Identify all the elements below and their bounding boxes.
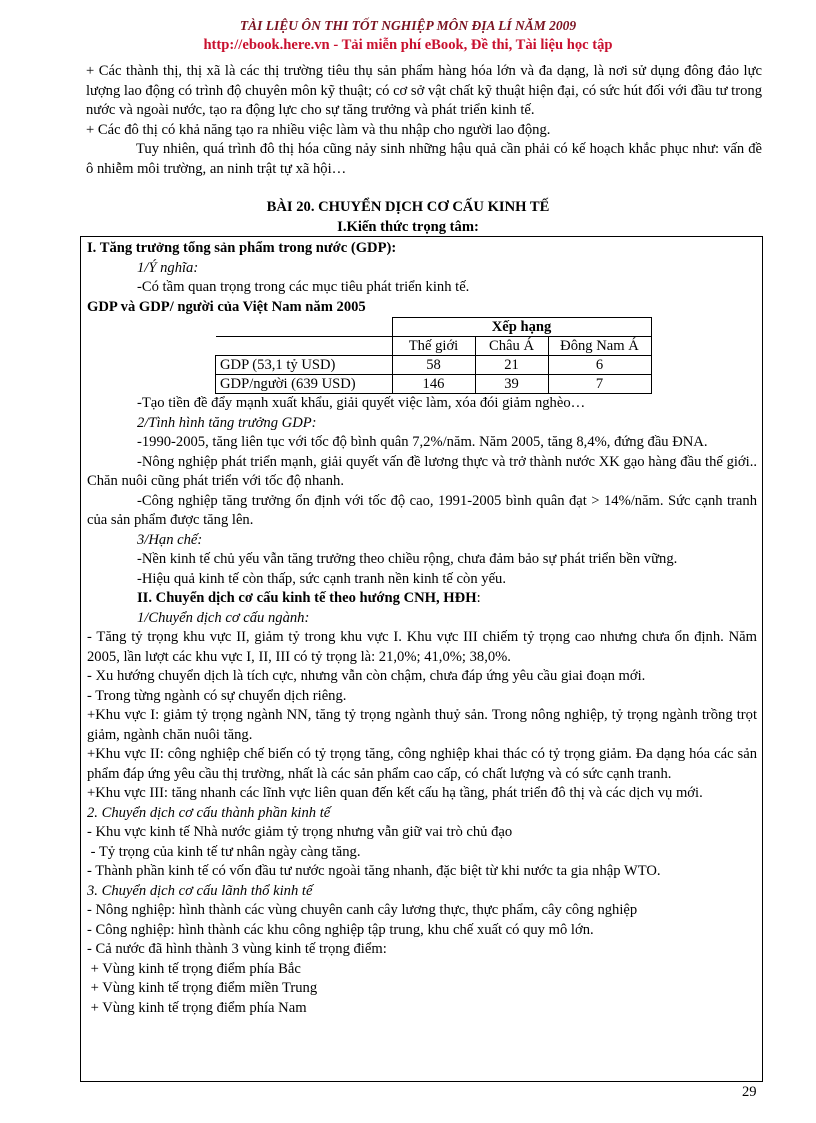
table-cell: 39	[475, 375, 548, 394]
section2-item: +Khu vực II: công nghiệp chế biến có tỷ trọng tăng, công nghiệp khai thác có tỷ trọng giảm. Đa dạng hóa các sản phẩm đáp ứng yêu cầu thị trường, nhất là các sản phẩm cao cấp, có chất lượng và có sức cạnh tranh.	[87, 746, 757, 782]
header-links	[0, 36, 816, 56]
section1-heading: I. Tăng trưởng tổng sản phẩm trong nước (GDP):	[87, 240, 397, 256]
intro-text	[86, 62, 762, 179]
lesson-title: BÀI 20. CHUYỂN DỊCH CƠ CẤU KINH TẾ	[266, 199, 550, 215]
section2-item: - Tăng tỷ trọng khu vực II, giảm tỷ trong khu vực I. Khu vực III chiếm tỷ trọng cao nhưng chưa ổn định. Năm 2005, lần lượt các khu vực I, II, III có tỷ trọng là: 21,0%; 41,0%; 38,0%.	[87, 629, 757, 665]
section1-growth-c: -Công nghiệp tăng trưởng ổn định với tốc độ cao, 1991-2005 bình quân đạt > 14%/năm. Sức cạnh tranh của sản phẩm được tăng lên.	[87, 492, 757, 528]
section2-item: - Tỷ trọng của kinh tế tư nhân ngày càng tăng.	[87, 843, 361, 860]
table-row	[216, 356, 652, 375]
table-cell: 7	[548, 375, 651, 394]
table-cell: 21	[475, 356, 548, 375]
intro-paragraph-3: Tuy nhiên, quá trình đô thị hóa cũng nảy sinh những hậu quả cần phải có kế hoạch khắc phục như: vấn đề ô nhiễm môi trường, an ninh trật tự xã hội…	[86, 141, 762, 177]
section2-item: - Xu hướng chuyển dịch là tích cực, nhưng vẫn còn chậm, chưa đáp ứng yêu cầu giai đoạn mới.	[87, 668, 646, 684]
section2-sub3: 3. Chuyển dịch cơ cấu lãnh thổ kinh tế	[87, 882, 313, 899]
section2-heading: II. Chuyển dịch cơ cấu kinh tế theo hướng CNH, HĐH	[137, 590, 477, 606]
section2-sub2: 2. Chuyển dịch cơ cấu thành phần kinh tế	[87, 804, 331, 821]
intro-paragraph-1: + Các thành thị, thị xã là các thị trường tiêu thụ sản phẩm hàng hóa lớn và đa dạng, là nơi sử dụng đông đảo lực lượng lao động có trình độ chuyên môn kỹ thuật; có cơ sở vật chất kỹ thuật hiện đại, có sức hút đối với đầu tư trong nước và ngoài nước, tạo ra động lực cho sự tăng trưởng và phát triển kinh tế.	[86, 63, 762, 118]
section1-growth-b: -Nông nghiệp phát triển mạnh, giải quyết vấn đề lương thực và trở thành nước XK gạo hàng đầu thế giới.. Chăn nuôi cũng phát triển với tốc độ nhanh.	[87, 453, 757, 489]
table-cell: 58	[392, 356, 475, 375]
intro-paragraph-2: + Các đô thị có khả năng tạo ra nhiều việc làm và thu nhập cho người lao động.	[86, 121, 551, 138]
section2-item: - Nông nghiệp: hình thành các vùng chuyên canh cây lương thực, thực phẩm, cây công nghiệp	[87, 902, 638, 918]
table-col-header: Thế giới	[392, 337, 475, 356]
section2-item: + Vùng kinh tế trọng điểm phía Bắc	[87, 960, 301, 977]
table-row-label: GDP/người (639 USD)	[216, 375, 393, 394]
section1-limit-a: -Nền kinh tế chủ yếu vẫn tăng trưởng theo chiều rộng, chưa đảm bảo sự phát triển bền vững.	[137, 551, 678, 567]
content-box	[80, 236, 763, 1082]
table-row	[216, 375, 652, 394]
section2-heading-line	[87, 589, 757, 609]
section1-line2: -Tạo tiền đề đẩy mạnh xuất khẩu, giải quyết việc làm, xóa đói giảm nghèo…	[137, 395, 586, 411]
section1-sub2: 2/Tình hình tăng trưởng GDP:	[137, 414, 317, 431]
table-corner	[216, 318, 393, 337]
page-number: 29	[742, 1084, 757, 1100]
table-corner-2	[216, 337, 393, 356]
table-header-row	[216, 318, 652, 337]
section2-item: + Vùng kinh tế trọng điểm phía Nam	[87, 999, 307, 1016]
table-group-header: Xếp hạng	[392, 318, 651, 337]
table-cell: 6	[548, 356, 651, 375]
header-url-link[interactable]: http://ebook.here.vn	[203, 37, 330, 53]
table-col-header: Châu Á	[475, 337, 548, 356]
table-cell: 146	[392, 375, 475, 394]
header-tagline: Tải miễn phí eBook, Đề thi, Tài liệu học tập	[341, 37, 613, 53]
table-columns-row	[216, 337, 652, 356]
section2-item: - Trong từng ngành có sự chuyển dịch riêng.	[87, 687, 347, 704]
section1-limit-b: -Hiệu quả kinh tế còn thấp, sức cạnh tranh nền kinh tế còn yếu.	[137, 570, 506, 587]
gdp-table-title: GDP và GDP/ người của Việt Nam năm 2005	[87, 298, 366, 315]
section2-item: - Khu vực kinh tế Nhà nước giảm tỷ trọng nhưng vẫn giữ vai trò chủ đạo	[87, 824, 513, 840]
gdp-table	[215, 317, 652, 394]
header-title: TÀI LIỆU ÔN THI TỐT NGHIỆP MÔN ĐỊA LÍ NĂM 2009	[239, 18, 577, 33]
section2-item: - Cả nước đã hình thành 3 vùng kinh tế trọng điểm:	[87, 941, 387, 957]
section2-item: +Khu vực I: giảm tỷ trọng ngành NN, tăng tỷ trọng ngành thuỷ sản. Trong nông nghiệp, tỷ trọng ngành trồng trọt giảm, ngành chăn nuôi tăng.	[87, 707, 757, 743]
lesson-subtitle: I.Kiến thức trọng tâm:	[337, 219, 479, 235]
section2-item: +Khu vực III: tăng nhanh các lĩnh vực liên quan đến kết cấu hạ tầng, phát triển đô thị và các dịch vụ mới.	[87, 785, 703, 801]
section2-item: - Công nghiệp: hình thành các khu công nghiệp tập trung, khu chế xuất có quy mô lớn.	[87, 921, 594, 938]
section2-heading-colon: :	[476, 590, 481, 606]
section1-growth-a: -1990-2005, tăng liên tục với tốc độ bình quân 7,2%/năm. Năm 2005, tăng 8,4%, đứng đầu ĐNA.	[137, 434, 708, 450]
table-col-header: Đông Nam Á	[548, 337, 651, 356]
section2-sub1: 1/Chuyển dịch cơ cấu ngành:	[137, 609, 310, 626]
section2-item: + Vùng kinh tế trọng điểm miền Trung	[87, 980, 318, 996]
section1-line1: -Có tầm quan trọng trong các mục tiêu phát triển kinh tế.	[137, 279, 470, 295]
section2-item: - Thành phần kinh tế có vốn đầu tư nước ngoài tăng nhanh, đặc biệt từ khi nước ta gia nhập WTO.	[87, 863, 661, 879]
section1-sub3: 3/Hạn chế:	[137, 531, 203, 548]
header-separator: -	[329, 37, 342, 53]
table-row-label: GDP (53,1 tỷ USD)	[216, 356, 393, 375]
section1-sub1: 1/Ý nghĩa:	[137, 259, 199, 276]
